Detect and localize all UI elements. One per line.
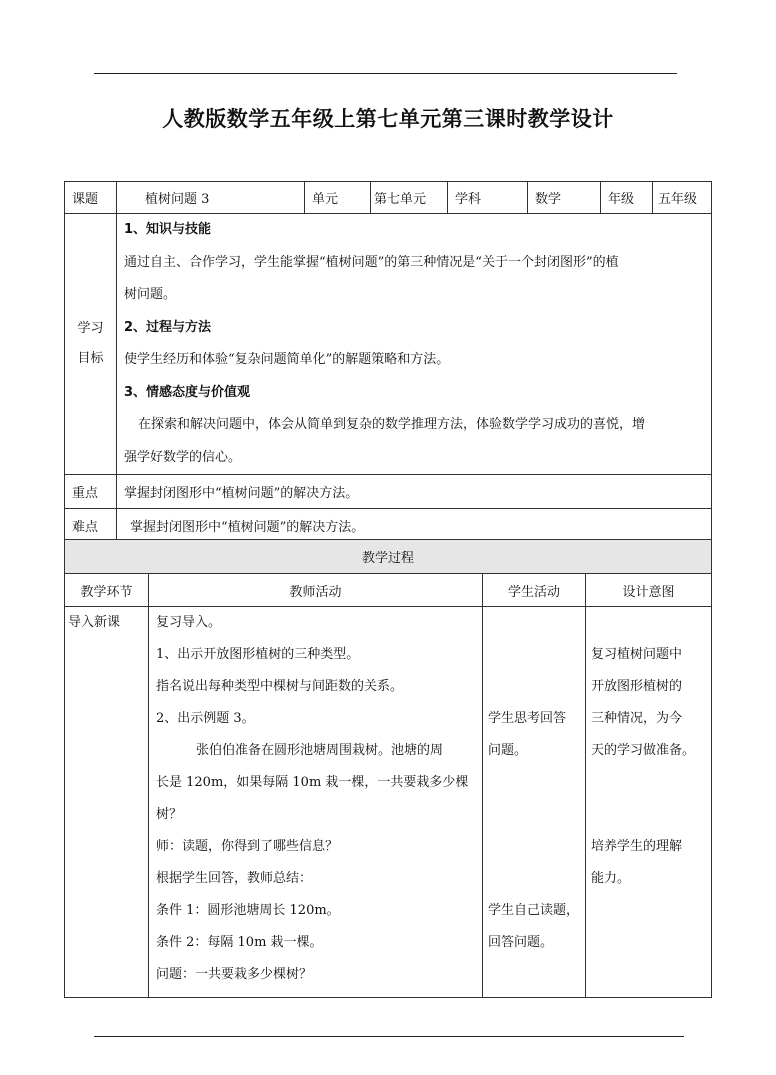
col-intent: 设计意图 [586,574,712,607]
teacher-activity-line: 问题：一共要栽多少棵树？ [156,967,313,982]
difficult-point-label: 难点 [65,509,117,542]
design-intent-cell [586,607,712,998]
teaching-process-table [64,539,712,998]
subject-value: 数学 [528,182,601,214]
teacher-activity-line: 条件 1：圆形池塘周长 120m。 [156,903,340,918]
objective-heading-attitude: 3、情感态度与价值观 [124,384,251,400]
design-intent-line: 能力。 [591,871,631,886]
student-activity-line [488,639,580,671]
teacher-activity-line: 指名说出每种类型中棵树与间距数的关系。 [156,679,404,694]
teacher-activity-line: 复习导入。 [156,615,222,630]
student-activity-line: 回答问题。 [488,935,554,950]
key-point-label: 重点 [65,475,117,509]
design-intent-line: 复习植树问题中 [591,647,683,662]
unit-label: 单元 [305,182,371,214]
objective-heading-knowledge: 1、知识与技能 [124,222,212,237]
col-teacher: 教师活动 [149,574,483,607]
design-intent-line: 三种情况，为今 [591,711,683,726]
teacher-activity-line: 1、出示开放图形植树的三种类型。 [156,647,360,662]
topic-label: 课题 [65,182,117,214]
design-intent-line [591,927,706,959]
objective-text-attitude-1: 在探索和解决问题中，体会从简单到复杂的数学推理方法，体验数学学习成功的喜悦，增 [138,417,646,432]
teacher-activity-cell [149,607,483,998]
student-activity-line [488,799,580,831]
key-point-text: 掌握封闭图形中“植树问题”的解决方法。 [117,475,712,509]
student-activity-line: 学生自己读题， [488,903,580,918]
unit-value: 第七单元 [371,182,448,214]
student-activity-line [488,671,580,703]
header-rule [94,73,677,74]
teacher-activity-line: 根据学生回答，教师总结： [156,871,313,886]
objective-heading-process: 2、过程与方法 [124,319,212,335]
design-intent-line: 天的学习做准备。 [591,743,696,758]
teacher-activity-line: 树？ [156,807,183,822]
objective-text-attitude-2: 强学好数学的信心。 [124,449,242,465]
objective-text-knowledge-1: 通过自主、合作学习，学生能掌握“植树问题”的第三种情况是“关于一个封闭图形”的植 [124,254,619,270]
teacher-activity-line: 张伯伯准备在圆形池塘周围栽树。池塘的周 [196,743,444,758]
process-header: 教学过程 [65,540,712,574]
difficult-point-text: 掌握封闭图形中“植树问题”的解决方法。 [117,509,712,542]
teacher-activity-line: 条件 2：每隔 10m 栽一棵。 [156,935,323,950]
design-intent-line [591,959,706,991]
student-activity-line [488,959,580,991]
objectives-label-line1: 学习 [77,321,104,336]
topic-value: 植树问题 3 [117,182,305,214]
lesson-info-table [64,181,712,542]
student-activity-line [488,767,580,799]
col-student: 学生活动 [483,574,586,607]
objective-text-process: 使学生经历和体验“复杂问题简单化”的解题策略和方法。 [124,352,450,367]
design-intent-line: 培养学生的理解 [591,839,683,854]
design-intent-line [591,767,706,799]
student-activity-line [488,607,580,639]
teacher-activity-line: 师：读题，你得到了哪些信息？ [156,839,339,854]
stage-cell: 导入新课 [65,607,149,998]
student-activity-line [488,831,580,863]
objectives-label [65,214,117,475]
grade-label: 年级 [601,182,653,214]
objectives-label-line2: 目标 [77,351,104,366]
design-intent-line [591,799,706,831]
page-title: 人教版数学五年级上第七单元第三课时教学设计 [162,107,614,131]
student-activity-cell [483,607,586,998]
student-activity-line [488,863,580,895]
student-activity-line: 问题。 [488,743,528,758]
grade-value: 五年级 [653,182,712,214]
design-intent-line [591,895,706,927]
col-stage: 教学环节 [65,574,149,607]
objectives-content [117,214,712,475]
student-activity-line: 学生思考回答 [488,711,567,726]
design-intent-line [591,607,706,639]
footer-rule [94,1036,684,1037]
design-intent-line: 开放图形植树的 [591,679,683,694]
teacher-activity-line: 2、出示例题 3。 [156,711,255,726]
subject-label: 学科 [448,182,528,214]
objective-text-knowledge-2: 树问题。 [124,287,177,302]
teacher-activity-line: 长是 120m，如果每隔 10m 栽一棵，一共要栽多少棵 [156,775,469,790]
